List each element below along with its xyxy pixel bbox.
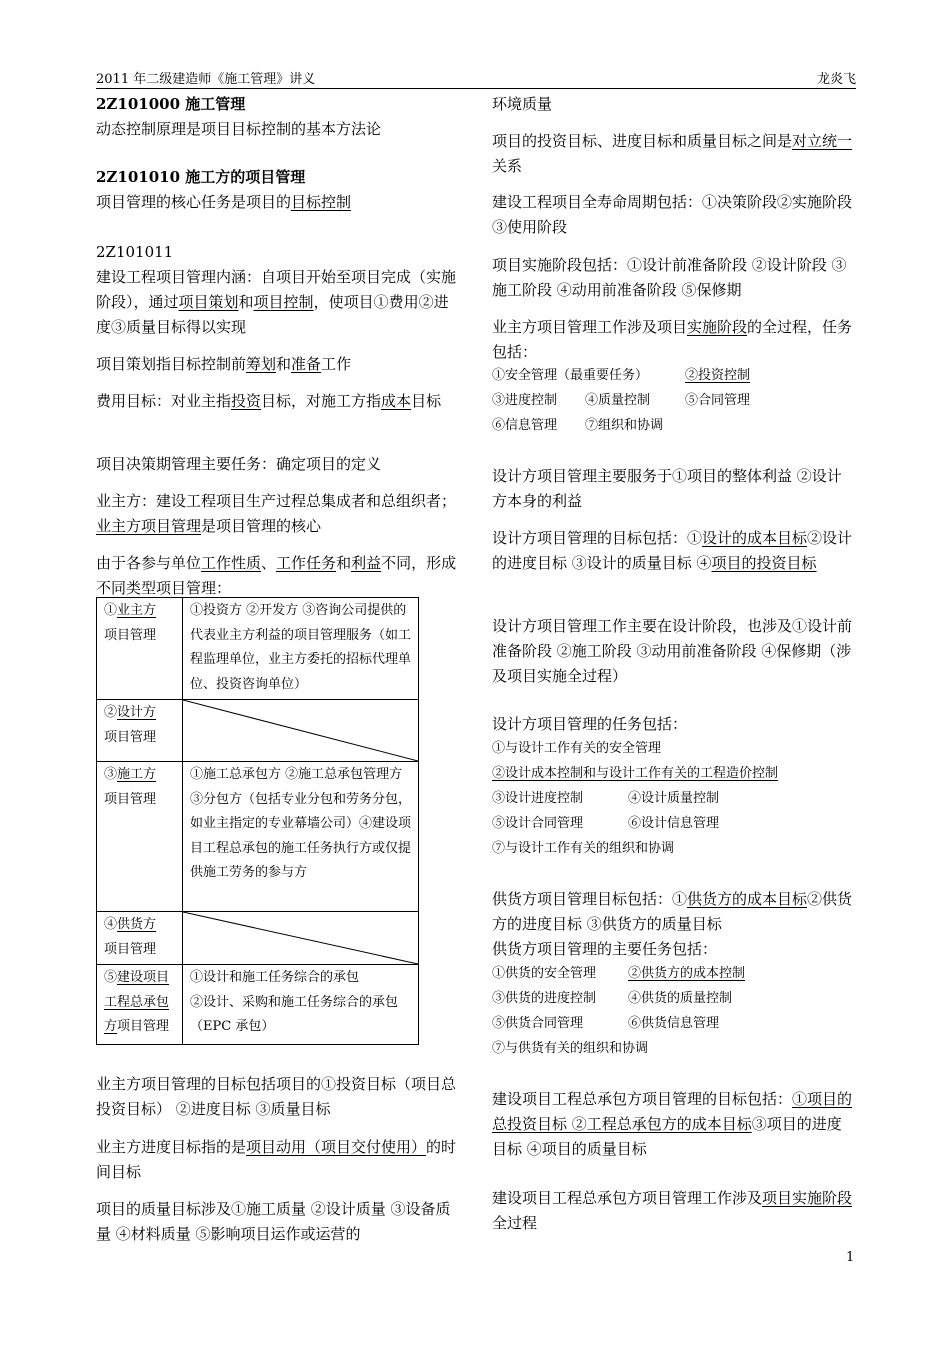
paragraph: 项目实施阶段包括：①设计前准备阶段 ②设计阶段 ③施工阶段 ④动用前准备阶段 ⑤保修期 <box>492 256 847 299</box>
paragraph: 项目决策期管理主要任务：确定项目的定义 <box>96 455 382 473</box>
table-cell-type: ④供货方 项目管理 <box>97 912 183 965</box>
list-item: ⑤合同管理 <box>685 393 751 408</box>
paragraph: 建设项目工程总承包方项目管理工作涉及项目实施阶段全过程 <box>492 1189 853 1232</box>
diagonal-empty-cell <box>183 700 419 762</box>
table-cell-type: ②设计方 项目管理 <box>97 700 183 762</box>
paragraph: 由于各参与单位工作性质、工作任务和利益不同，形成不同类型项目管理： <box>96 554 457 597</box>
page-header <box>96 68 856 89</box>
paragraph: 设计方项目管理主要服务于①项目的整体利益 ②设计方本身的利益 <box>492 467 842 510</box>
table-cell-desc: ①施工总承包方 ②施工总承包管理方 ③分包方（包括专业分包和劳务分包，如业主指定的专业幕墙公司）④建设项目工程总承包的施工任务执行方或仅提供施工劳务的参与方 <box>183 762 419 912</box>
paragraph: 业主方项目管理的目标包括项目的①投资目标（项目总投资目标） ②进度目标 ③质量目标 <box>96 1075 457 1118</box>
list-item: ②设计成本控制和与设计工作有关的工程造价控制 <box>492 766 779 781</box>
header-author: 龙炎飞 <box>816 72 856 87</box>
list-item: ③供货的进度控制 <box>492 991 597 1006</box>
paragraph: 设计方项目管理工作主要在设计阶段，也涉及①设计前准备阶段 ②施工阶段 ③动用前准备阶段 ④保修期（涉及项目实施全过程） <box>492 617 853 685</box>
list-item: ⑦组织和协调 <box>585 418 664 433</box>
list-item: ⑥设计信息管理 <box>628 816 720 831</box>
list-item: ⑤供货合同管理 <box>492 1016 584 1031</box>
list-item: ④设计质量控制 <box>628 791 720 806</box>
paragraph: 设计方项目管理的任务包括： <box>492 715 688 733</box>
section-heading: 2Z101010 施工方的项目管理 <box>96 168 306 186</box>
paragraph: 业主方项目管理工作涉及项目实施阶段的全过程，任务包括： <box>492 318 853 361</box>
paragraph: 供货方项目管理目标包括：①供货方的成本目标②供货方的进度目标 ③供货方的质量目标 <box>492 890 853 933</box>
list-item: ②供货方的成本控制 <box>628 966 746 981</box>
list-item: ③设计进度控制 <box>492 791 584 806</box>
table-row <box>97 762 419 912</box>
list-item: ④供货的质量控制 <box>628 991 733 1006</box>
table-row <box>97 700 419 762</box>
list-item: ④质量控制 <box>585 393 651 408</box>
table-cell-type: ①业主方 项目管理 <box>97 598 183 700</box>
paragraph: 设计方项目管理的目标包括：①设计的成本目标②设计的进度目标 ③设计的质量目标 ④项目的投资目标 <box>492 529 853 572</box>
list-item: ⑥信息管理 <box>492 418 558 433</box>
diagonal-empty-cell <box>183 912 419 965</box>
table-cell-type: ③施工方 项目管理 <box>97 762 183 912</box>
paragraph: 项目的质量目标涉及①施工质量 ②设计质量 ③设备质量 ④材料质量 ⑤影响项目运作或运营的 <box>96 1200 451 1243</box>
paragraph: 项目策划指目标控制前筹划和准备工作 <box>96 355 352 373</box>
paragraph: 业主方进度目标指的是项目动用（项目交付使用）的时间目标 <box>96 1138 457 1181</box>
list-item: ①与设计工作有关的安全管理 <box>492 741 662 756</box>
paragraph: 建设工程项目管理内涵：自项目开始至项目完成（实施阶段），通过项目策划和项目控制，使项目①费用②进度③质量目标得以实现 <box>96 268 457 336</box>
project-management-types-table <box>96 597 419 1045</box>
list-item: ②投资控制 <box>685 368 751 383</box>
table-cell-type: ⑤建设项目工程总承包方项目管理 <box>97 965 183 1045</box>
paragraph: 项目的投资目标、进度目标和质量目标之间是对立统一关系 <box>492 132 853 175</box>
list-item: ③进度控制 <box>492 393 558 408</box>
table-row <box>97 912 419 965</box>
paragraph: 项目管理的核心任务是项目的目标控制 <box>96 193 352 211</box>
list-item: ①安全管理（最重要任务） <box>492 368 649 383</box>
paragraph: 环境质量 <box>492 95 553 113</box>
header-title: 2011 年二级建造师《施工管理》讲义 <box>96 72 316 87</box>
paragraph: 建设项目工程总承包方项目管理的目标包括：①项目的总投资目标 ②工程总承包方的成本目标③项目的进度目标 ④项目的质量目标 <box>492 1090 853 1158</box>
table-row <box>97 598 419 700</box>
paragraph: 业主方：建设工程项目生产过程总集成者和总组织者；业主方项目管理是项目管理的核心 <box>96 492 457 535</box>
list-item: ⑤设计合同管理 <box>492 816 584 831</box>
list-item: ⑦与设计工作有关的组织和协调 <box>492 841 675 856</box>
paragraph: 供货方项目管理的主要任务包括： <box>492 940 718 958</box>
page-number: 1 <box>846 1250 855 1265</box>
table-cell-desc: ①投资方 ②开发方 ③咨询公司提供的代表业主方利益的项目管理服务（如工程监理单位，业主方委托的招标代理单位、投资咨询单位） <box>183 598 419 700</box>
list-item: ⑦与供货有关的组织和协调 <box>492 1041 649 1056</box>
list-item: ⑥供货信息管理 <box>628 1016 720 1031</box>
table-row <box>97 965 419 1045</box>
section-code: 2Z101011 <box>96 243 174 261</box>
paragraph: 建设工程项目全寿命周期包括：①决策阶段②实施阶段 ③使用阶段 <box>492 193 853 236</box>
section-heading: 2Z101000 施工管理 <box>96 95 246 113</box>
paragraph: 动态控制原理是项目目标控制的基本方法论 <box>96 120 382 138</box>
list-item: ①供货的安全管理 <box>492 966 597 981</box>
table-cell-desc: ①设计和施工任务综合的承包 ②设计、采购和施工任务综合的承包（EPC 承包） <box>183 965 419 1045</box>
paragraph: 费用目标：对业主指投资目标，对施工方指成本目标 <box>96 392 442 410</box>
